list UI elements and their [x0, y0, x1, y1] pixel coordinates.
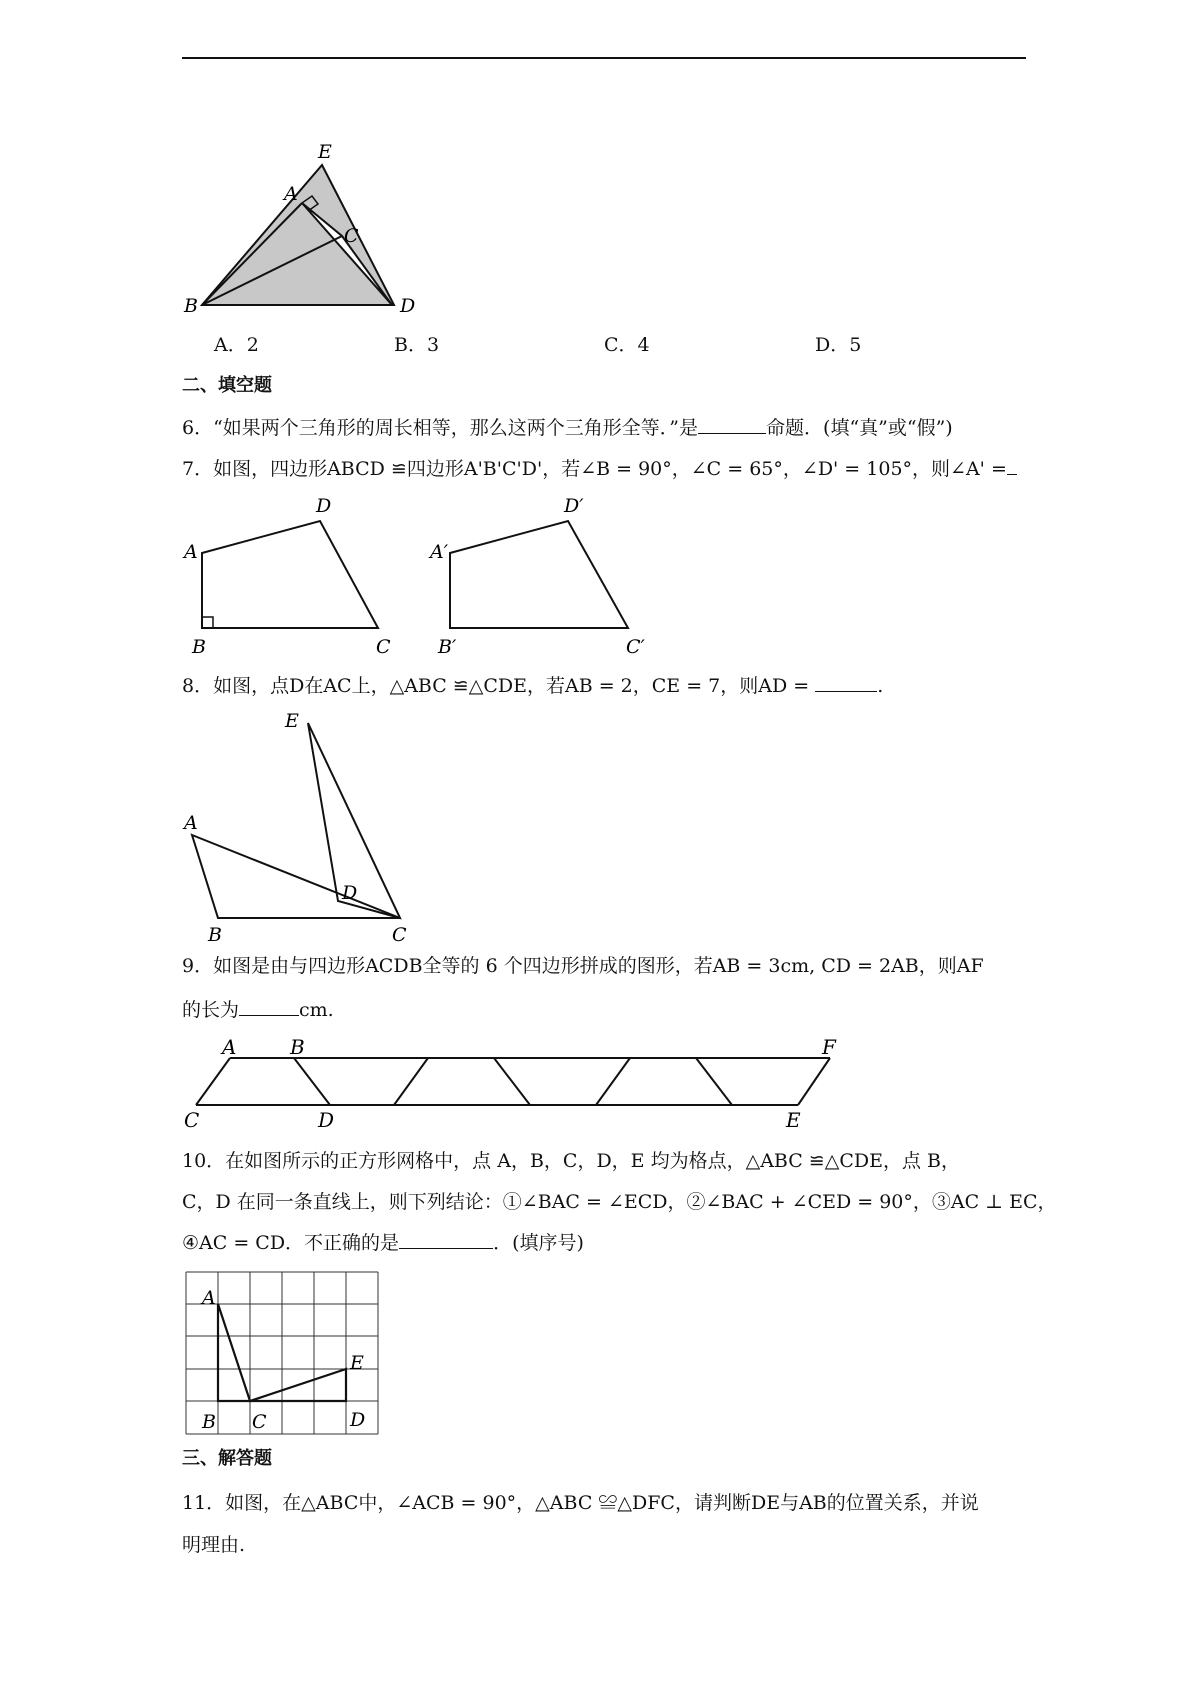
section-answer-title: 三、解答题: [182, 1448, 272, 1469]
fig7-label-A-prime: A′: [430, 541, 449, 563]
q9-text: 的长为: [182, 999, 240, 1021]
fig5-label-C: C: [344, 225, 359, 247]
option-c: C．4: [604, 334, 650, 356]
figure-q7: [180, 493, 650, 658]
fig10-label-D: D: [350, 1409, 366, 1431]
question-10-line2: C，D 在同一条直线上，则下列结论：①∠BAC = ∠ECD，②∠BAC + ∠CED = 90°，③AC ⊥ EC，: [182, 1191, 1057, 1213]
fig8-label-A: A: [184, 812, 198, 834]
fig9-label-D: D: [318, 1108, 335, 1130]
fig7-label-B: B: [192, 636, 206, 658]
fig8-label-E: E: [285, 710, 299, 732]
q7-text: 7．如图，四边形ABCD ≌四边形A'B'C'D'，若∠B = 90°，∠C = 65°，∠D' = 105°，则∠A' =: [182, 458, 1007, 480]
question-10-line3: [182, 1230, 1022, 1256]
option-b: B．3: [394, 334, 440, 356]
q8-blank: [815, 673, 877, 692]
question-8: [182, 673, 1022, 699]
q10-tail: ．(填序号): [493, 1232, 584, 1254]
fig5-label-E: E: [318, 141, 332, 163]
section-fill-in-title: 二、填空题: [182, 375, 272, 396]
fig7-label-D: D: [316, 495, 332, 517]
fig10-label-A: A: [202, 1287, 216, 1309]
fig10-label-C: C: [252, 1411, 267, 1433]
question-11-line2: 明理由.: [182, 1534, 246, 1556]
figure-q9: [180, 1030, 860, 1130]
option-a: A．2: [214, 334, 259, 356]
q10-text: ④AC = CD．不正确的是: [182, 1232, 400, 1254]
figure-q8: [180, 705, 430, 945]
figure-q5: [180, 140, 430, 320]
fig10-label-B: B: [202, 1411, 216, 1433]
fig9-label-E: E: [786, 1108, 801, 1130]
fig7-label-D-prime: D′: [564, 495, 584, 517]
fig5-label-D: D: [400, 295, 416, 317]
fig9-label-C: C: [184, 1108, 200, 1130]
fig9-label-B: B: [290, 1035, 305, 1059]
fig7-label-C-prime: C′: [626, 636, 645, 658]
fig8-label-B: B: [208, 924, 222, 945]
fig7-label-B-prime: B′: [438, 636, 457, 658]
q6-blank: [698, 415, 766, 434]
figure-q10-grid: [180, 1268, 390, 1440]
fig9-label-A: A: [222, 1035, 237, 1059]
option-d: D．5: [815, 334, 862, 356]
fig8-label-C: C: [392, 924, 407, 945]
fig9-label-F: F: [822, 1035, 836, 1059]
question-9-line1: 9．如图是由与四边形ACDB全等的 6 个四边形拼成的图形，若AB = 3cm, CD = 2AB，则AF: [182, 955, 984, 977]
question-11-line1: 11．如图，在△ABC中，∠ACB = 90°，△ABC ≌△DFC，请判断DE与AB的位置关系，并说: [182, 1492, 979, 1514]
q10-blank: [399, 1230, 493, 1249]
fig7-label-A: A: [184, 541, 198, 563]
question-9-line2: [182, 997, 1022, 1023]
q9-blank: [239, 997, 299, 1016]
q8-text: 8．如图，点D在AC上，△ABC ≌△CDE，若AB = 2，CE = 7，则AD =: [182, 675, 810, 697]
q6-tail: 命题．(填“真”或“假”): [766, 417, 953, 439]
question-10-line1: 10．在如图所示的正方形网格中，点 A，B，C，D，E 均为格点，△ABC ≌△CDE，点 B，: [182, 1150, 960, 1172]
fig7-label-C: C: [376, 636, 391, 658]
fig5-label-B: B: [184, 295, 198, 317]
q8-tail: .: [877, 675, 884, 697]
q6-text: 6．“如果两个三角形的周长相等，那么这两个三角形全等．”是: [182, 417, 699, 439]
fig5-label-A: A: [284, 183, 298, 205]
q9-tail: cm.: [299, 999, 334, 1021]
header-rule: [182, 57, 1026, 59]
fig10-label-E: E: [350, 1352, 364, 1374]
q7-blank: [1007, 456, 1017, 475]
question-7: [182, 456, 1022, 482]
fig8-label-D: D: [342, 882, 358, 904]
question-6: [182, 415, 1022, 441]
